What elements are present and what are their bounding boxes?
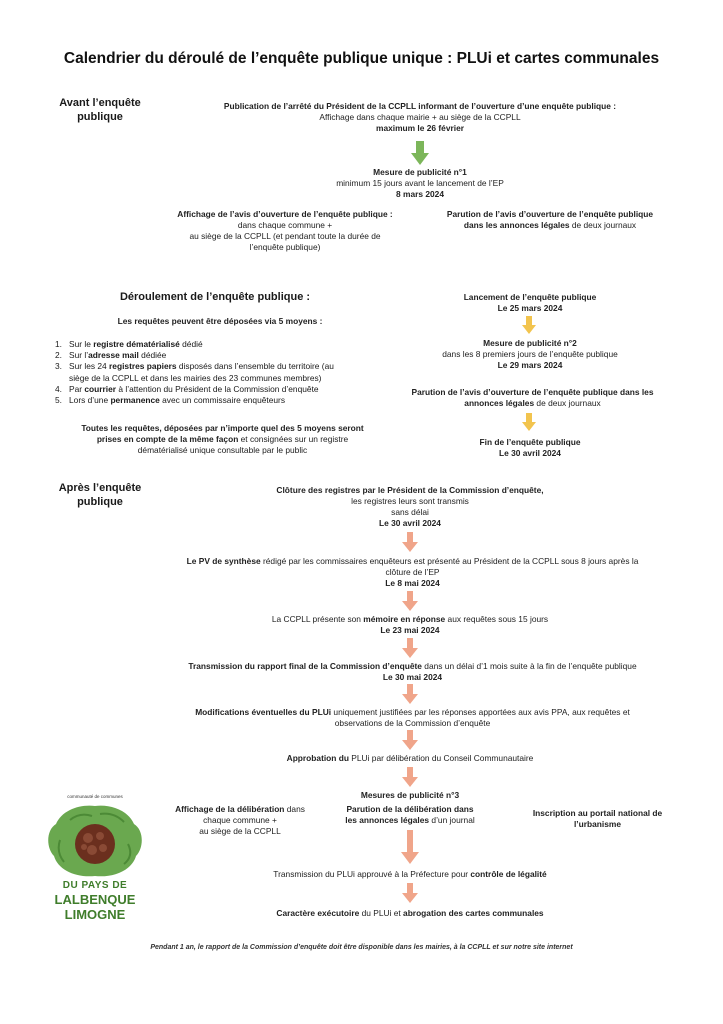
affichage-title: Affichage de l’avis d’ouverture de l’enquête publique : (177, 209, 393, 219)
approbation-block: Approbation du PLUi par délibération du Conseil Communautaire (286, 753, 534, 763)
mesure1-title: Mesure de publicité n°1 (373, 167, 467, 177)
salmon-arrow-icon (401, 830, 419, 864)
yellow-arrow-icon (522, 316, 536, 334)
affichage-block: Affichage de l’avis d’ouverture de l’enquête publique : dans chaque commune + au siège de la CCPLL (et pendant toute la durée de l’enquête publique) (160, 209, 410, 253)
requetes-intro: Les requêtes peuvent être déposées via 5 moyens : (117, 316, 323, 326)
list-item: 3. Sur les 24 registres papiers disposés dans l’ensemble du territoire (au siège de la CCPLL et dans les mairies des 23 communes membres) (55, 361, 334, 383)
logo-small: communauté de communes (67, 794, 123, 799)
inscription-block: Inscription au portail national de l’urbanisme (532, 808, 663, 829)
salmon-arrow-icon (402, 532, 418, 552)
salmon-arrow-icon (402, 883, 418, 903)
pv-block: Le PV de synthèse rédigé par les commissaires enquêteurs est présenté au Président de la CCPLL sous 8 jours après la clôture de l’EP Le 8 mai 2024 (186, 556, 639, 588)
transmission-prefecture-block: Transmission du PLUi approuvé à la Préfecture pour contrôle de légalité (273, 869, 547, 879)
logo (40, 794, 150, 925)
mesure2-block: Mesure de publicité n°2 dans les 8 premiers jours de l’enquête publique Le 29 mars 2024 (442, 338, 618, 370)
salmon-arrow-icon (402, 638, 418, 658)
list-item: 2. Sur l’adresse mail dédiée (55, 350, 167, 361)
memoire-block: La CCPLL présente son mémoire en réponse aux requêtes sous 15 jours Le 23 mai 2024 (271, 614, 549, 635)
requetes-note: Toutes les requêtes, déposées par n’importe quel des 5 moyens seront prises en compte de la même façon et consignées sur un registre dématérialisé unique consultable par le public (81, 423, 364, 455)
logo-line3: LIMOGNE (64, 907, 126, 922)
salmon-arrow-icon (402, 591, 418, 611)
affichage3-block: Affichage de la délibération dans chaque commune + au siège de la CCPLL (175, 804, 305, 836)
logo-line1: DU PAYS DE (62, 880, 128, 891)
publication-deadline: maximum le 26 février (376, 123, 464, 133)
publication-detail: Affichage dans chaque mairie + au siège de la CCPLL (319, 112, 521, 122)
fin-block: Fin de l’enquête publique Le 30 avril 2024 (479, 437, 581, 458)
mesure1-block (270, 167, 570, 200)
section-apres: Après l’enquête publique (58, 482, 142, 508)
executoire-block: Caractère exécutoire du PLUi et abrogation des cartes communales (276, 908, 544, 918)
leaf-logo-icon (40, 800, 150, 880)
lancement-block: Lancement de l’enquête publique Le 25 mars 2024 (463, 292, 597, 313)
parution-title: Parution de l’avis d’ouverture de l’enquête publique (446, 209, 654, 219)
section-deroulement: Déroulement de l’enquête publique : (119, 291, 311, 303)
green-arrow-icon (411, 141, 429, 165)
moyens-list (55, 339, 390, 406)
cloture-block: Clôture des registres par le Président de la Commission d’enquête, les registres leurs sont transmis sans délai Le 30 avril 2024 (276, 485, 544, 528)
modifications-block: Modifications éventuelles du PLUi uniquement justifiées par les réponses apportées aux avis PPA, aux requêtes et observations de la Commission d’enquête (195, 707, 630, 728)
parution2-block: Parution de l’avis d’ouverture de l’enquête publique dans les annonces légales de deux journaux (411, 387, 654, 408)
transmission-block: Transmission du rapport final de la Commission d’enquête dans un délai d’1 mois suite à la fin de l’enquête publique Le 30 mai 2024 (188, 661, 637, 682)
mesure1-date: 8 mars 2024 (396, 189, 444, 199)
list-item: 4. Par courrier à l’attention du Président de la Commission d’enquête (55, 383, 319, 394)
list-item: 5. Lors d’une permanence avec un commissaire enquêteurs (55, 395, 286, 406)
salmon-arrow-icon (402, 730, 418, 750)
list-item: 1. Sur le registre dématérialisé dédié (55, 339, 203, 349)
mesure1-detail: minimum 15 jours avant le lancement de l’EP (336, 178, 504, 188)
publication-block (170, 101, 670, 134)
page-title: Calendrier du déroulé de l’enquête publique unique : PLUi et cartes communales (63, 50, 660, 67)
parution3-block: Parution de la délibération dans les annonces légales d’un journal (345, 804, 475, 825)
parution-block: Parution de l’avis d’ouverture de l’enquête publique dans les annonces légales de deux journaux (430, 209, 670, 231)
logo-line2: LALBENQUE (54, 892, 136, 907)
yellow-arrow-icon (522, 413, 536, 431)
mesure3-title: Mesures de publicité n°3 (360, 790, 460, 800)
publication-title: Publication de l’arrêté du Président de la CCPLL informant de l’ouverture d’une enquête publique : (223, 101, 617, 111)
section-avant: Avant l’enquête publique (59, 97, 141, 123)
salmon-arrow-icon (402, 684, 418, 704)
footer-note: Pendant 1 an, le rapport de la Commission d’enquête doit être disponible dans les mairies, à la CCPLL et sur notre site internet (150, 944, 573, 951)
salmon-arrow-icon (402, 767, 418, 787)
